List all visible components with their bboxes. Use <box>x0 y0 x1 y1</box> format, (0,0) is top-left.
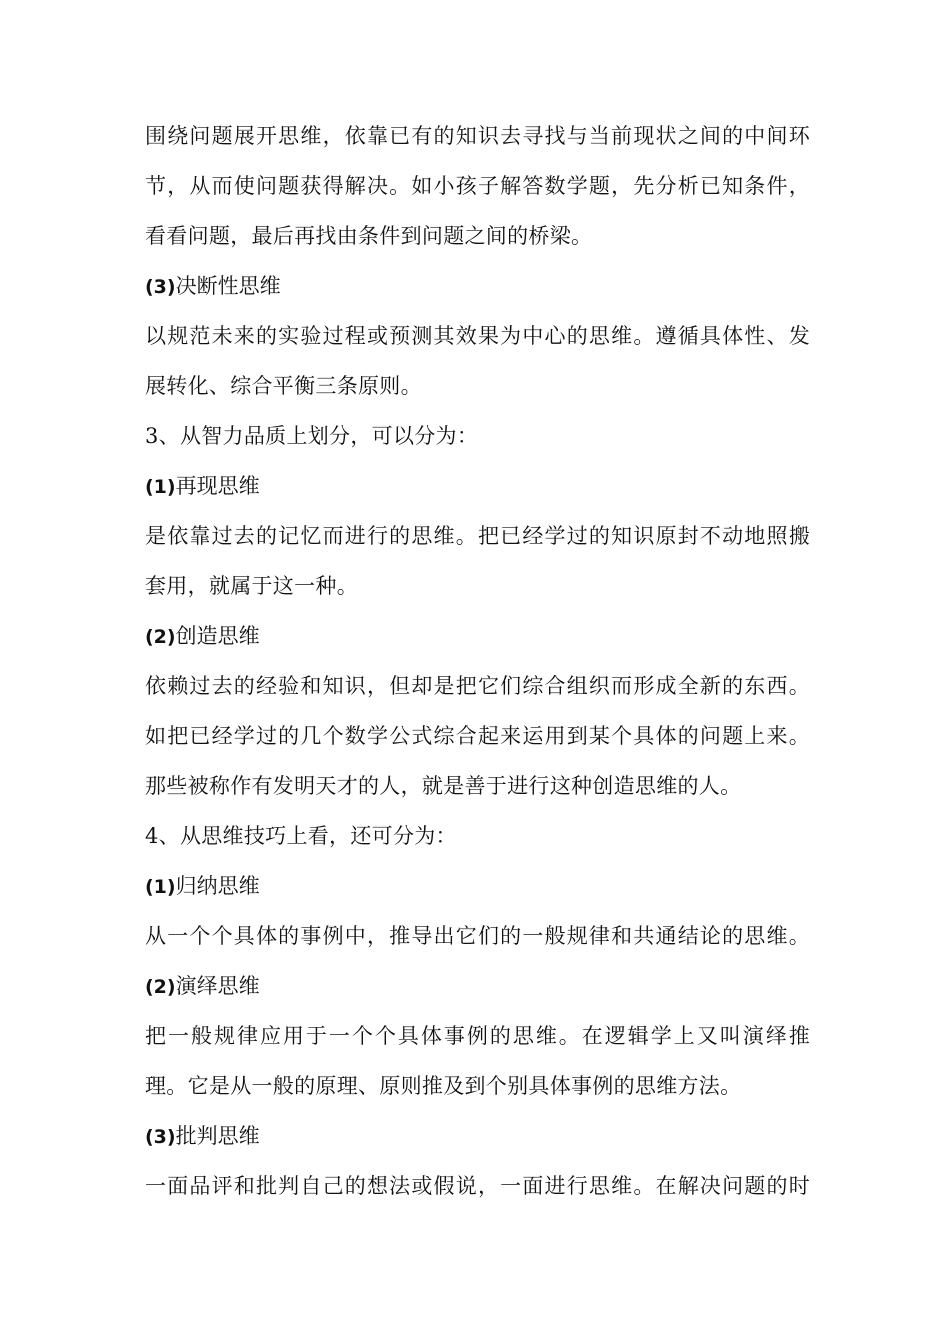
heading-number: (3) <box>145 276 176 298</box>
paragraph-line: 把一般规律应用于一个个具体事例的思维。在逻辑学上又叫演绎推 <box>145 1024 810 1048</box>
heading-number: (2) <box>145 626 176 648</box>
paragraph-line: 看看问题，最后再找由条件到问题之间的桥梁。 <box>145 224 593 248</box>
heading-text: 创造思维 <box>175 624 260 648</box>
paragraph-line: 依赖过去的经验和知识，但却是把它们综合组织而形成全新的东西。 <box>145 674 810 698</box>
paragraph-line: 是依靠过去的记忆而进行的思维。把已经学过的知识原封不动地照搬 <box>145 524 810 548</box>
paragraph-line: 以规范未来的实验过程或预测其效果为中心的思维。遵循具体性、发 <box>145 324 810 348</box>
heading-text: 决断性思维 <box>175 274 281 298</box>
paragraph-line: 从一个个具体的事例中，推导出它们的一般规律和共通结论的思维。 <box>145 924 810 948</box>
paragraph-line: 一面品评和批判自己的想法或假说，一面进行思维。在解决问题的时 <box>145 1174 810 1198</box>
section-heading <box>145 472 260 501</box>
paragraph-line: 理。它是从一般的原理、原则推及到个别具体事例的思维方法。 <box>145 1074 742 1098</box>
section-heading <box>145 972 260 1001</box>
section-heading <box>145 872 260 901</box>
paragraph-line: 如把已经学过的几个数学公式综合起来运用到某个具体的问题上来。 <box>145 724 810 748</box>
heading-number: (1) <box>145 476 176 498</box>
paragraph-line: 那些被称作有发明天才的人，就是善于进行这种创造思维的人。 <box>145 774 742 798</box>
paragraph-line: 套用，就属于这一种。 <box>145 574 358 598</box>
heading-number: (3) <box>145 1126 176 1148</box>
heading-text: 再现思维 <box>175 474 260 498</box>
subsection-title: 3、从智力品质上划分，可以分为： <box>145 424 479 448</box>
section-heading <box>145 272 281 301</box>
paragraph-line: 围绕问题展开思维，依靠已有的知识去寻找与当前现状之间的中间环 <box>145 124 810 148</box>
paragraph-line: 展转化、综合平衡三条原则。 <box>145 374 422 398</box>
heading-number: (2) <box>145 976 176 998</box>
heading-text: 批判思维 <box>175 1124 260 1148</box>
heading-text: 归纳思维 <box>175 874 260 898</box>
heading-text: 演绎思维 <box>175 974 260 998</box>
paragraph-line: 节，从而使问题获得解决。如小孩子解答数学题，先分析已知条件， <box>145 174 810 198</box>
heading-number: (1) <box>145 876 176 898</box>
subsection-title: 4、从思维技巧上看，还可分为： <box>145 824 457 848</box>
section-heading <box>145 1122 260 1151</box>
section-heading <box>145 622 260 651</box>
